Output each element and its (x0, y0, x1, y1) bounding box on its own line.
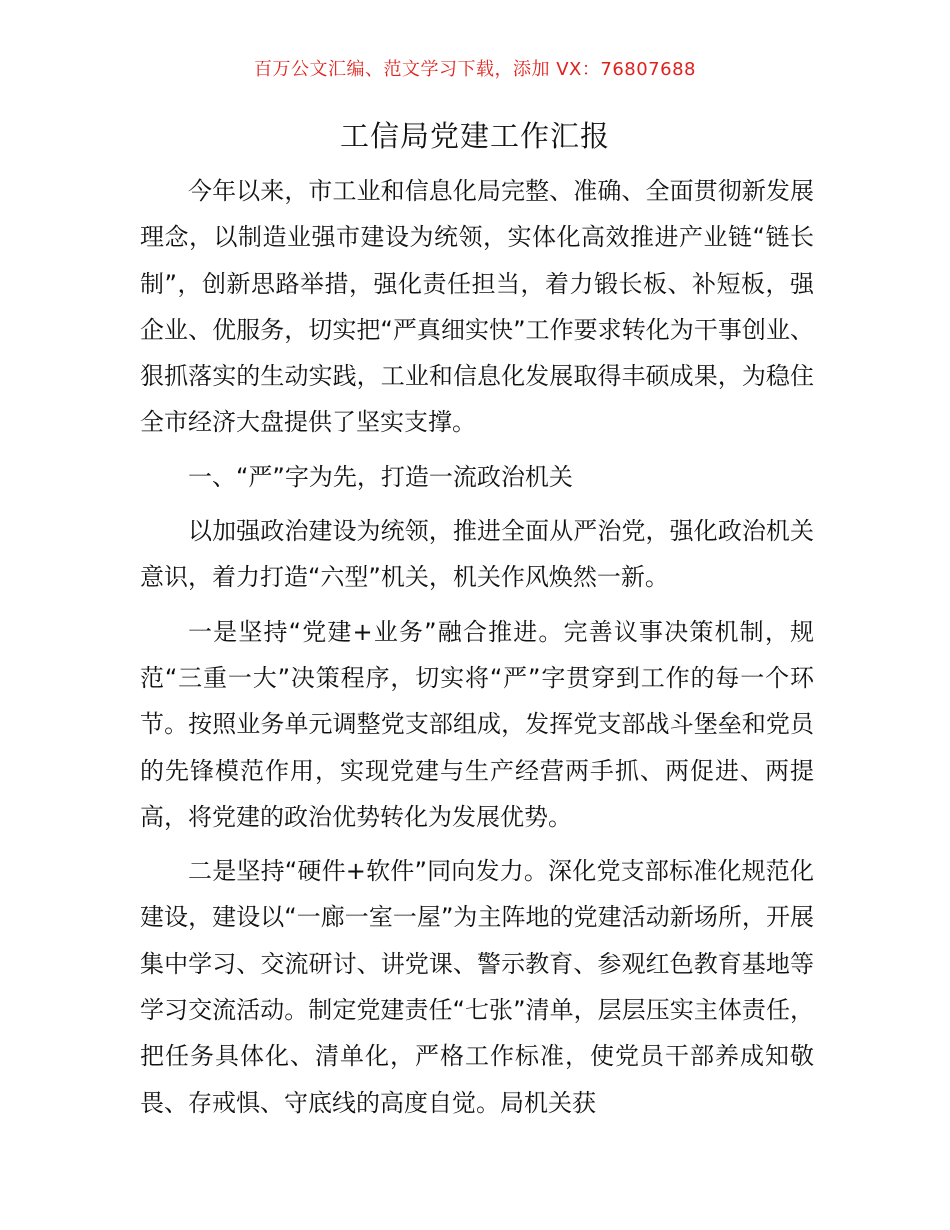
section-intro-paragraph: 以加强政治建设为统领，推进全面从严治党，强化政治机关意识，着力打造“六型”机关，机关作风焕然一新。 (140, 517, 814, 592)
document-body (140, 168, 814, 1126)
document-title: 工信局党建工作汇报 (339, 119, 610, 153)
section-heading-1: 一、“严”字为先，打造一流政治机关 (188, 462, 573, 491)
intro-paragraph: 今年以来，市工业和信息化局完整、准确、全面贯彻新发展理念，以制造业强市建设为统领，实体化高效推进产业链“链长制”，创新思路举措，强化责任担当，着力锻长板、补短板，强企业、优服务，切实把“严真细实快”工作要求转化为干事创业、狠抓落实的生动实践，工业和信息化发展取得丰硕成果，为稳住全市经济大盘提供了坚实支撑。 (140, 177, 814, 437)
point-one-paragraph: 一是坚持“党建+业务”融合推进。完善议事决策机制，规范“三重一大”决策程序，切实将“严”字贯穿到工作的每一个环节。按照业务单元调整党支部组成，发挥党支部战斗堡垒和党员的先锋模范作用，实现党建与生产经营两手抓、两促进、两提高，将党建的政治优势转化为发展优势。 (140, 617, 814, 831)
header-banner: 百万公文汇编、范文学习下载，添加 VX：76807688 (254, 59, 696, 80)
point-two-paragraph: 二是坚持“硬件+软件”同向发力。深化党支部标准化规范化建设，建设以“一廊一室一屋”为主阵地的党建活动新场所，开展集中学习、交流研讨、讲党课、警示教育、参观红色教育基地等学习交流活动。制定党建责任“七张”清单，层层压实主体责任，把任务具体化、清单化，严格工作标准，使党员干部养成知敬畏、存戒惧、守底线的高度自觉。局机关获 (140, 857, 814, 1117)
